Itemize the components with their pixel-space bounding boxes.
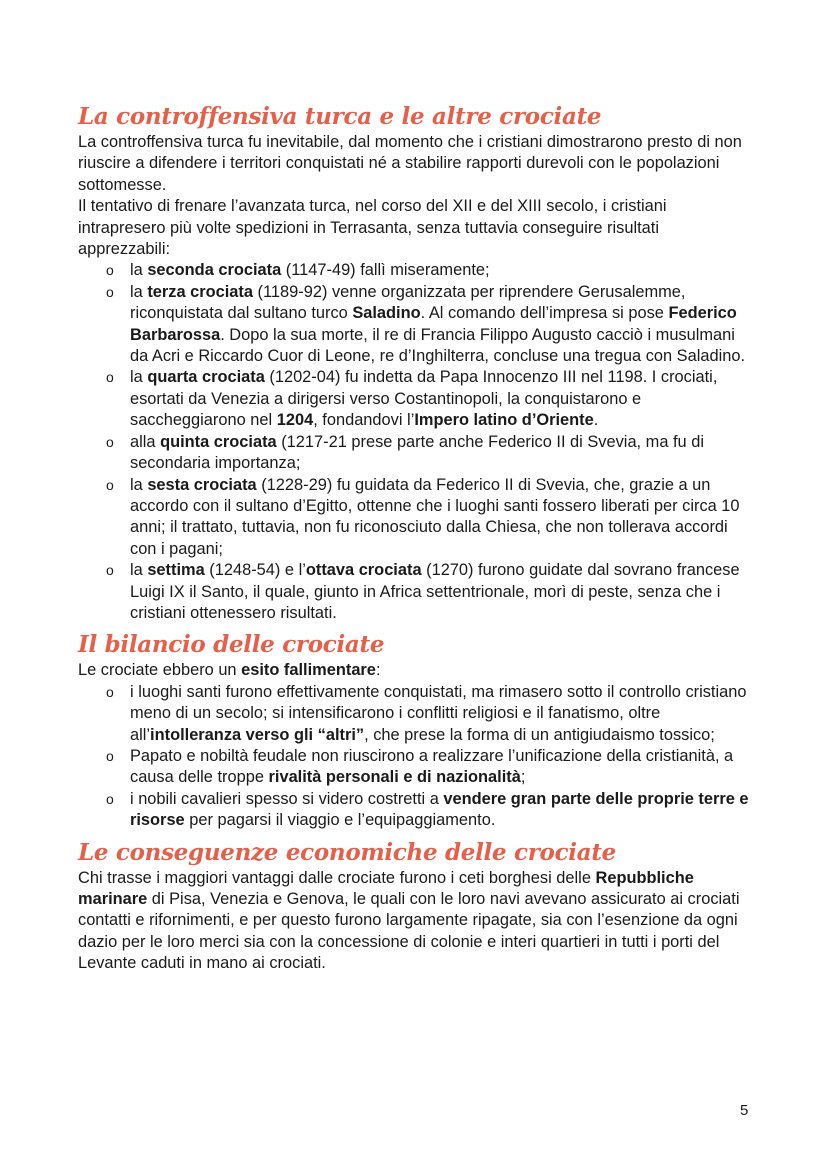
text-run: la <box>130 475 148 494</box>
text-run: . Dopo la sua morte, il re di Francia Filippo Augusto cacciò i musulmani da Acri e Riccardo Cuor di Leone, re d’Inghilterra, concluse una tregua con Saladino. <box>130 325 746 366</box>
text-run: la <box>130 261 148 280</box>
text-run: per pagarsi il viaggio e l’equipaggiamento. <box>184 811 496 830</box>
text-run: La controffensiva turca fu inevitabile, dal momento che i cristiani dimostrarono presto di non riuscire a difendere i territori conquistati né a stabilire rapporti durevoli con le popolazioni sottomesse. <box>78 133 742 194</box>
paragraph <box>78 660 754 681</box>
list-item <box>78 682 754 746</box>
section <box>78 836 754 975</box>
text-run: i nobili cavalieri spesso si videro costretti a <box>130 789 444 808</box>
text-run: (1248-54) e l’ <box>204 561 306 580</box>
bold-text: rivalità personali e di nazionalità <box>268 768 521 787</box>
bullet-icon: o <box>106 790 114 807</box>
text-run: la <box>130 282 148 301</box>
bold-text: quarta crociata <box>147 368 265 387</box>
bold-text: quinta crociata <box>160 432 277 451</box>
section <box>78 628 754 831</box>
bullet-icon: o <box>106 562 114 579</box>
text-run: , che prese la forma di un antigiudaismo tossico; <box>364 725 715 744</box>
list-item <box>78 432 754 475</box>
section-heading: La controffensiva turca e le altre crociate <box>78 103 602 130</box>
text-run: Papato e nobiltà feudale non riuscirono a realizzare l’unificazione della cristianità, a causa delle troppe <box>130 746 734 787</box>
bullet-icon: o <box>106 747 114 764</box>
bullet-icon: o <box>106 433 114 450</box>
text-run: : <box>375 661 381 680</box>
text-run: (1202-04) fu indetta da Papa Innocenzo III nel 1198. I crociati, esortati da Venezia a dirigersi verso Costantinopoli, la conquistarono e saccheggiarono nel <box>130 368 718 430</box>
list-item <box>78 367 754 431</box>
section-heading: Le conseguenze economiche delle crociate <box>78 838 617 866</box>
text-run: . <box>593 411 599 430</box>
paragraph <box>78 132 754 196</box>
text-run: alla <box>130 432 161 451</box>
bold-text: Impero latino d’Oriente <box>414 411 594 430</box>
text-run: la <box>130 368 148 387</box>
list-item <box>78 746 754 789</box>
bold-text: settima <box>147 561 205 580</box>
page-number: 5 <box>740 1102 749 1119</box>
bullet-icon: o <box>106 476 114 493</box>
bold-text: sesta crociata <box>147 475 257 494</box>
bold-text: 1204 <box>276 411 314 430</box>
bold-text: ottava crociata <box>305 561 422 580</box>
text-run: Il tentativo di frenare l’avanzata turca, nel corso del XII e del XIII secolo, i cristiani intrapresero più volte spedizioni in Terrasanta, senza tuttavia conseguire risultati apprezzabili: <box>78 197 667 259</box>
text-run: (1189-92) venne organizzata per riprendere Gerusalemme, riconquistata dal sultano turco <box>130 282 686 323</box>
bold-text: terza crociata <box>147 282 253 301</box>
bullet-icon: o <box>106 283 114 300</box>
text-run: Le crociate ebbero un <box>78 661 242 680</box>
document-body <box>78 100 754 979</box>
bold-text: esito fallimentare <box>241 661 376 680</box>
text-run: (1228-29) fu guidata da Federico II di Svevia, che, grazie a un accordo con il sultano d’Egitto, ottenne che i luoghi santi fossero liberati per circa 10 anni; il trattato, tuttavia, non fu riconosciuto dalla Chiesa, che non tollerava accordi con i pagani; <box>130 475 740 558</box>
text-run: Chi trasse i maggiori vantaggi dalle crociate furono i ceti borghesi delle <box>78 868 596 887</box>
text-run: (1147-49) fallì miseramente; <box>281 261 490 280</box>
bold-text: intolleranza verso gli “altri” <box>150 725 365 744</box>
text-run: la <box>130 561 148 580</box>
bold-text: vendere gran parte delle proprie terre e risorse <box>130 789 749 830</box>
paragraph <box>78 868 754 975</box>
bullet-icon: o <box>106 369 114 386</box>
list-item <box>78 260 754 281</box>
section <box>78 100 754 624</box>
text-run: di Pisa, Venezia e Genova, le quali con le loro navi avevano assicurato ai crociati contatti e rifornimenti, e per questo furono largamente ripagate, sia con l’esenzione da ogni dazio per le loro merci sia con la concessione di colonie e interi quartieri in tutti i porti del Levante caduti in mano ai crociati. <box>78 890 740 973</box>
bullet-icon: o <box>106 262 114 279</box>
bold-text: Saladino <box>352 304 421 323</box>
list-item <box>78 789 754 832</box>
paragraph <box>78 196 754 260</box>
bold-text: Federico Barbarossa <box>130 304 737 344</box>
text-run: (1270) furono guidate dal sovrano francese Luigi IX il Santo, il quale, giunto in Africa settentrionale, morì di peste, senza che i cristiani ottenessero risultati. <box>130 561 740 622</box>
text-run: , fondandovi l’ <box>313 411 415 430</box>
text-run: i luoghi santi furono effettivamente conquistati, ma rimasero sotto il controllo cristiano meno di un secolo; si intensificarono i conflitti religiosi e il fanatismo, oltre all’ <box>130 682 747 744</box>
list-item <box>78 282 754 368</box>
text-run: ; <box>520 768 526 787</box>
text-run: . Al comando dell’impresa si pose <box>420 304 669 323</box>
list-item <box>78 560 754 624</box>
bold-text: seconda crociata <box>147 261 282 280</box>
bold-text: Repubbliche marinare <box>78 868 694 908</box>
section-heading: Il bilancio delle crociate <box>78 631 385 659</box>
text-run: (1217-21 prese parte anche Federico II di Svevia, ma fu di secondaria importanza; <box>130 432 704 473</box>
bullet-icon: o <box>106 683 114 700</box>
list-item <box>78 475 754 561</box>
